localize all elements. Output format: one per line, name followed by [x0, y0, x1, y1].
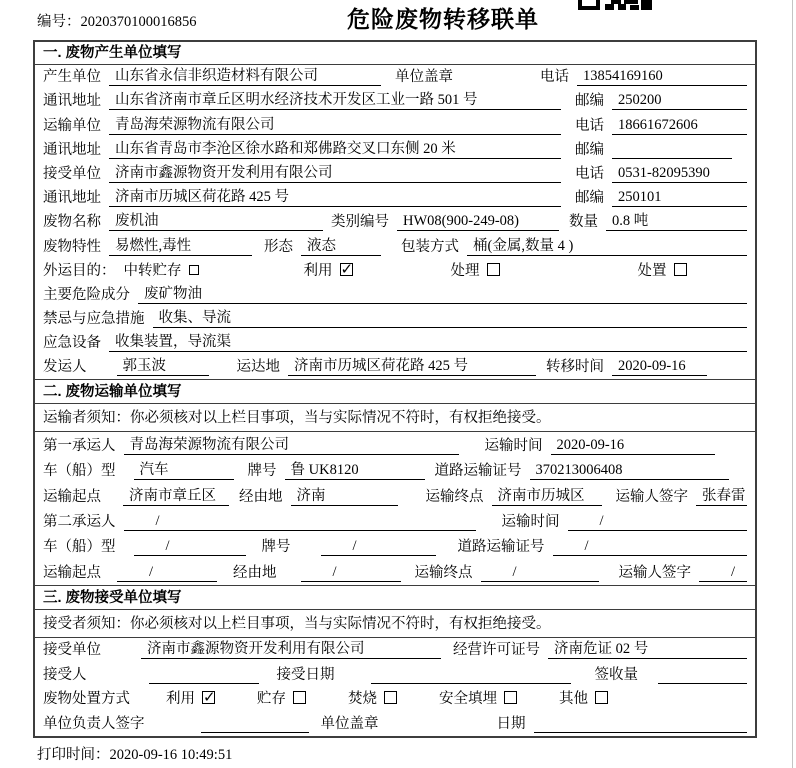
row-receiver	[35, 162, 755, 186]
purpose-option-utilize: 利用 ✓	[304, 259, 353, 280]
end1-label: 运输终点	[425, 488, 484, 505]
carrier2-label: 第二承运人	[43, 514, 116, 530]
plate1-value: 鲁 UK8120	[285, 458, 425, 480]
row-producer-address	[35, 89, 755, 113]
row-second-vehicle	[35, 534, 755, 559]
phone3-value: 0531-82095390	[612, 165, 747, 183]
receiver-notice: 接受者须知：你必须核对以上栏目事项，当与实际情况不符时，有权拒绝接受。	[35, 610, 755, 638]
via1-label: 经由地	[239, 488, 283, 505]
zip3-label: 邮编	[575, 190, 604, 207]
treat-checkbox	[487, 263, 500, 276]
row-outbound-purpose	[35, 259, 755, 283]
dispose-checkbox	[674, 263, 687, 276]
disposal-option-utilize: 利用 ✓	[166, 687, 215, 708]
shipper-label: 发运人	[43, 359, 87, 376]
end1-value: 济南市历城区	[492, 484, 602, 506]
cert1-value: 370213006408	[530, 462, 730, 480]
section-receiver	[35, 585, 755, 736]
hazard-value: 废矿物油	[138, 282, 747, 304]
disposal-other-checkbox	[595, 691, 608, 704]
time1-value: 2020-09-16	[551, 437, 716, 455]
category-label: 类别编号	[331, 214, 389, 231]
character-value: 易燃性,毒性	[109, 234, 252, 256]
unit-seal-label-2: 单位盖章	[320, 715, 379, 732]
addr3-value: 济南市历城区荷花路 425 号	[109, 185, 561, 207]
head-sign-value	[201, 732, 309, 733]
zip3-value: 250101	[612, 189, 747, 207]
end2-value: /	[481, 564, 599, 582]
row-transporter	[35, 113, 755, 137]
vehicle1-value: 汽车	[134, 458, 234, 480]
purpose-option-treat: 处理	[451, 259, 500, 280]
date-value	[534, 732, 748, 733]
row-disposal-method	[35, 687, 755, 712]
sign-amount-value	[658, 683, 747, 684]
phone1-label: 电话	[540, 69, 569, 86]
origin1-label: 运输起点	[43, 488, 101, 505]
row-first-vehicle	[35, 458, 755, 483]
row-receiver-address	[35, 186, 755, 210]
producer-label: 产生单位	[43, 69, 101, 86]
taboo-label: 禁忌与应急措施	[43, 311, 145, 328]
vehicle2-label: 车（船）型	[43, 539, 116, 556]
accept-unit-value: 济南市鑫源物资开发利用有限公司	[141, 637, 441, 659]
origin1-value: 济南市章丘区	[123, 484, 229, 506]
row-hazard-component	[35, 283, 755, 307]
purpose-label: 外运目的：	[43, 262, 116, 279]
section1-title: 一. 废物产生单位填写	[35, 42, 755, 65]
receiver-label: 接受单位	[43, 165, 101, 182]
plate2-value: /	[321, 538, 436, 556]
row-shipper	[35, 355, 755, 379]
disposal-option-incinerate: 焚烧	[348, 687, 397, 708]
carrier1-label: 第一承运人	[43, 437, 116, 454]
time1-label: 运输时间	[484, 437, 543, 454]
row-head-signature	[35, 711, 755, 736]
accept-date-value	[371, 683, 571, 684]
addr2-label: 通讯地址	[43, 141, 101, 158]
row-emergency-equipment	[35, 331, 755, 355]
license-label: 经营许可证号	[453, 642, 540, 659]
cert2-label: 道路运输证号	[457, 539, 545, 556]
acceptor-value	[149, 683, 259, 684]
vehicle2-value: /	[134, 538, 246, 556]
accept-date-label: 接受日期	[276, 666, 335, 683]
addr3-label: 通讯地址	[43, 190, 101, 207]
transporter-value: 青岛海荣源物流有限公司	[109, 113, 561, 135]
origin2-value: /	[117, 564, 217, 582]
manifest-form	[33, 40, 757, 738]
row-acceptor	[35, 662, 755, 687]
row-second-route	[35, 559, 755, 584]
qr-code-fragment	[578, 0, 652, 10]
shipper-value: 郭玉波	[117, 354, 209, 376]
section3-title: 三. 废物接受单位填写	[35, 585, 755, 610]
transfer-time-value: 2020-09-16	[612, 358, 707, 376]
zip2-value	[612, 158, 732, 159]
disposal-utilize-checkbox	[202, 691, 215, 704]
row-first-carrier	[35, 432, 755, 457]
form-state-value: 液态	[301, 234, 381, 256]
print-time-value: 2020-09-16 10:49:51	[109, 746, 233, 763]
origin2-label: 运输起点	[43, 564, 101, 581]
addr2-value: 山东省青岛市李沧区徐水路和郑佛路交叉口东侧 20 米	[109, 137, 561, 159]
row-taboo-measures	[35, 307, 755, 331]
accept-unit-label: 接受单位	[43, 642, 101, 659]
plate1-label: 牌号	[247, 463, 277, 480]
sign2-label: 运输人签字	[618, 564, 691, 581]
disposal-option-store: 贮存	[257, 687, 306, 708]
via2-label: 经由地	[233, 564, 277, 581]
carrier2-value: /	[124, 513, 476, 531]
destination-label: 运达地	[236, 359, 280, 376]
cert1-label: 道路运输证号	[434, 463, 522, 480]
addr1-label: 通讯地址	[43, 93, 101, 110]
serial-label: 编号：	[37, 14, 81, 30]
hazard-label: 主要危险成分	[43, 286, 130, 303]
disposal-incinerate-checkbox	[384, 691, 397, 704]
equipment-value: 收集装置，导流渠	[109, 330, 747, 352]
vehicle1-label: 车（船）型	[43, 463, 116, 480]
page-title: 危险废物转移联单	[347, 6, 539, 32]
utilize-checkbox	[340, 263, 353, 276]
date-label: 日期	[496, 715, 526, 732]
serial-value: 2020370100016856	[80, 14, 197, 30]
zip2-label: 邮编	[575, 141, 604, 158]
transfer-time-label: 转移时间	[546, 359, 604, 376]
row-transporter-address	[35, 138, 755, 162]
packing-value: 桶(金属,数量 4 )	[467, 234, 747, 256]
phone2-label: 电话	[575, 117, 604, 134]
sign1-value: 张春雷	[696, 484, 747, 506]
waste-name-label: 废物名称	[43, 214, 101, 231]
section-producer	[35, 42, 755, 379]
section-transporter	[35, 379, 755, 584]
packing-label: 包装方式	[401, 238, 459, 255]
unit-seal-label: 单位盖章	[395, 69, 453, 86]
row-accept-unit	[35, 638, 755, 663]
sign1-label: 运输人签字	[615, 488, 688, 505]
row-second-carrier	[35, 509, 755, 534]
phone2-value: 18661672606	[612, 117, 747, 135]
acceptor-label: 接受人	[43, 666, 87, 683]
transporter-label: 运输单位	[43, 117, 101, 134]
destination-value: 济南市历城区荷花路 425 号	[288, 354, 536, 376]
category-value: HW08(900-249-08)	[397, 213, 559, 231]
sign-amount-label: 签收量	[594, 666, 638, 683]
purpose-option-transfer-storage: 中转贮存	[124, 259, 199, 280]
disposal-option-landfill: 安全填埋	[439, 687, 517, 708]
via1-value: 济南	[291, 484, 398, 506]
equipment-label: 应急设备	[43, 335, 101, 352]
phone3-label: 电话	[575, 165, 604, 182]
transporter-notice: 运输者须知：你必须核对以上栏目事项，当与实际情况不符时，有权拒绝接受。	[35, 404, 755, 432]
phone1-value: 13854169160	[577, 68, 747, 86]
row-producer	[35, 65, 755, 89]
quantity-label: 数量	[569, 214, 598, 231]
row-waste-character	[35, 234, 755, 258]
document-header	[0, 0, 796, 40]
disposal-store-checkbox	[293, 691, 306, 704]
print-time-label: 打印时间：	[37, 746, 110, 763]
cert2-value: /	[553, 538, 748, 556]
page-right-edge	[792, 0, 793, 768]
section2-title: 二. 废物运输单位填写	[35, 379, 755, 404]
license-value: 济南危证 02 号	[548, 637, 747, 659]
purpose-option-dispose: 处置	[638, 259, 687, 280]
head-sign-label: 单位负责人签字	[43, 715, 145, 732]
row-waste-name	[35, 210, 755, 234]
end2-label: 运输终点	[414, 564, 473, 581]
print-time	[37, 743, 796, 764]
quantity-value: 0.8 吨	[606, 209, 747, 231]
addr1-value: 山东省济南市章丘区明水经济技术开发区工业一路 501 号	[109, 88, 561, 110]
plate2-label: 牌号	[261, 539, 291, 556]
zip1-label: 邮编	[575, 93, 604, 110]
character-label: 废物特性	[43, 238, 101, 255]
form-state-label: 形态	[264, 238, 293, 255]
receiver-value: 济南市鑫源物资开发利用有限公司	[109, 161, 561, 183]
zip1-value: 250200	[612, 92, 747, 110]
disposal-label: 废物处置方式	[43, 691, 130, 708]
time2-label: 运输时间	[501, 514, 560, 530]
disposal-option-other: 其他	[559, 687, 608, 708]
waste-name-value: 废机油	[109, 209, 323, 231]
taboo-value: 收集、导流	[153, 306, 748, 328]
carrier1-value: 青岛海荣源物流有限公司	[124, 433, 459, 455]
disposal-landfill-checkbox	[504, 691, 517, 704]
transfer-storage-checkbox	[189, 265, 199, 275]
via2-value: /	[301, 564, 401, 582]
producer-value: 山东省永信非织造材料有限公司	[109, 64, 381, 86]
sign2-value: /	[699, 564, 747, 582]
time2-value: /	[568, 513, 748, 531]
row-first-route	[35, 483, 755, 508]
